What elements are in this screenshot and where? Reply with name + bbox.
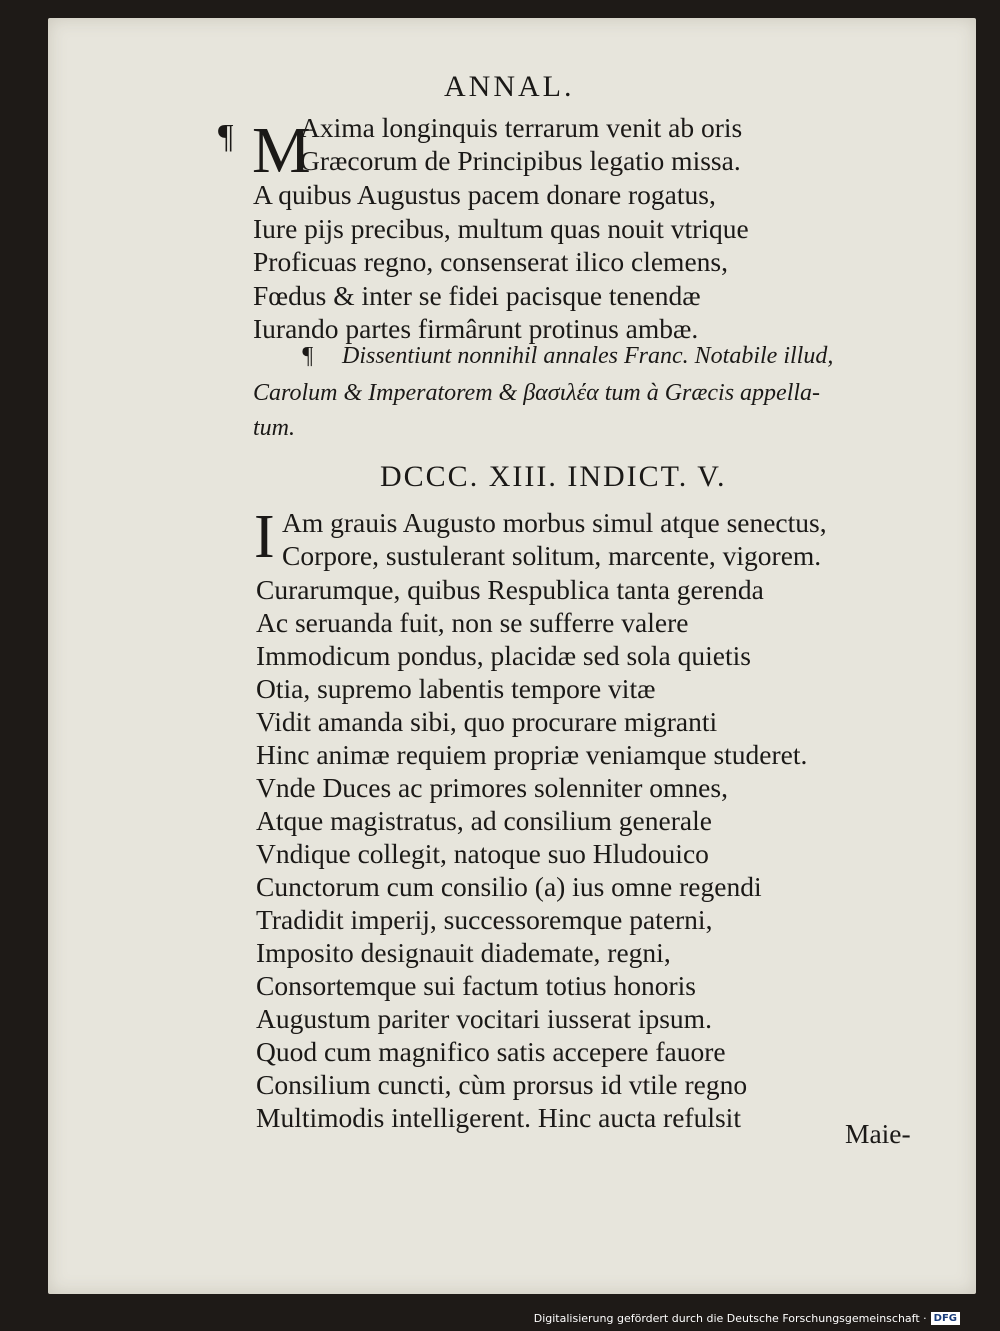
- verse-line: Corpore, sustulerant solitum, marcente, vigorem.: [282, 540, 822, 571]
- verse-line: Iurando partes firmârunt protinus ambæ.: [253, 313, 699, 344]
- verse-line: Imposito designauit diademate, regni,: [256, 937, 671, 968]
- dfg-logo-icon: DFG: [931, 1312, 960, 1325]
- note-line: Dissentiunt nonnihil annales Franc. Notabile illud,: [342, 343, 834, 369]
- note-line: tum.: [253, 415, 295, 441]
- running-head: ANNAL.: [444, 70, 575, 103]
- verse-line: Vndique collegit, natoque suo Hludouico: [256, 838, 709, 869]
- verse-line: Iure pijs precibus, multum quas nouit vtrique: [253, 213, 749, 244]
- verse-line: Curarumque, quibus Respublica tanta gerenda: [256, 574, 764, 605]
- verse-line: Otia, supremo labentis tempore vitæ: [256, 673, 656, 704]
- verse-line: Tradidit imperij, successoremque paterni,: [256, 904, 713, 935]
- verse-line: Hinc animæ requiem propriæ veniamque studeret.: [256, 739, 808, 770]
- section-heading: DCCC. XIII. INDICT. V.: [380, 460, 727, 493]
- verse-line: Ac seruanda fuit, non se sufferre valere: [256, 607, 689, 638]
- verse-line: Consortemque sui factum totius honoris: [256, 970, 696, 1001]
- pilcrow-mark: ¶: [218, 118, 234, 155]
- pilcrow-mark: ¶: [301, 343, 314, 369]
- verse-line: Vnde Duces ac primores solenniter omnes,: [256, 772, 728, 803]
- catchword: Maie-: [845, 1118, 911, 1149]
- verse-line: Atque magistratus, ad consilium generale: [256, 805, 712, 836]
- verse-line: Vidit amanda sibi, quo procurare migranti: [256, 706, 718, 737]
- drop-cap-i: I: [254, 503, 275, 571]
- verse-line: Axima longinquis terrarum venit ab oris: [300, 112, 743, 143]
- verse-line: Cunctorum cum consilio (a) ius omne regendi: [256, 871, 762, 902]
- verse-line: Multimodis intelligerent. Hinc aucta refulsit: [256, 1102, 741, 1133]
- note-line: Carolum & Imperatorem & βασιλέα tum à Græcis appella-: [253, 380, 821, 406]
- verse-line: Augustum pariter vocitari iusserat ipsum.: [256, 1003, 712, 1034]
- verse-line: Consilium cuncti, cùm prorsus id vtile regno: [256, 1069, 748, 1100]
- verse-line: Am grauis Augusto morbus simul atque senectus,: [282, 507, 827, 538]
- verse-line: Proficuas regno, consenserat ilico clemens,: [253, 246, 728, 277]
- verse-line: Immodicum pondus, placidæ sed sola quietis: [256, 640, 751, 671]
- verse-line: Græcorum de Principibus legatio missa.: [300, 145, 741, 176]
- digitization-credit: [534, 1312, 960, 1325]
- verse-line: Fœdus & inter se fidei pacisque tenendæ: [253, 280, 701, 311]
- verse-line: Quod cum magnifico satis accepere fauore: [256, 1036, 726, 1067]
- verse-line: A quibus Augustus pacem donare rogatus,: [253, 179, 716, 210]
- credit-text: Digitalisierung gefördert durch die Deutsche Forschungsgemeinschaft ·: [533, 1312, 927, 1325]
- drop-cap-m: M: [252, 114, 311, 187]
